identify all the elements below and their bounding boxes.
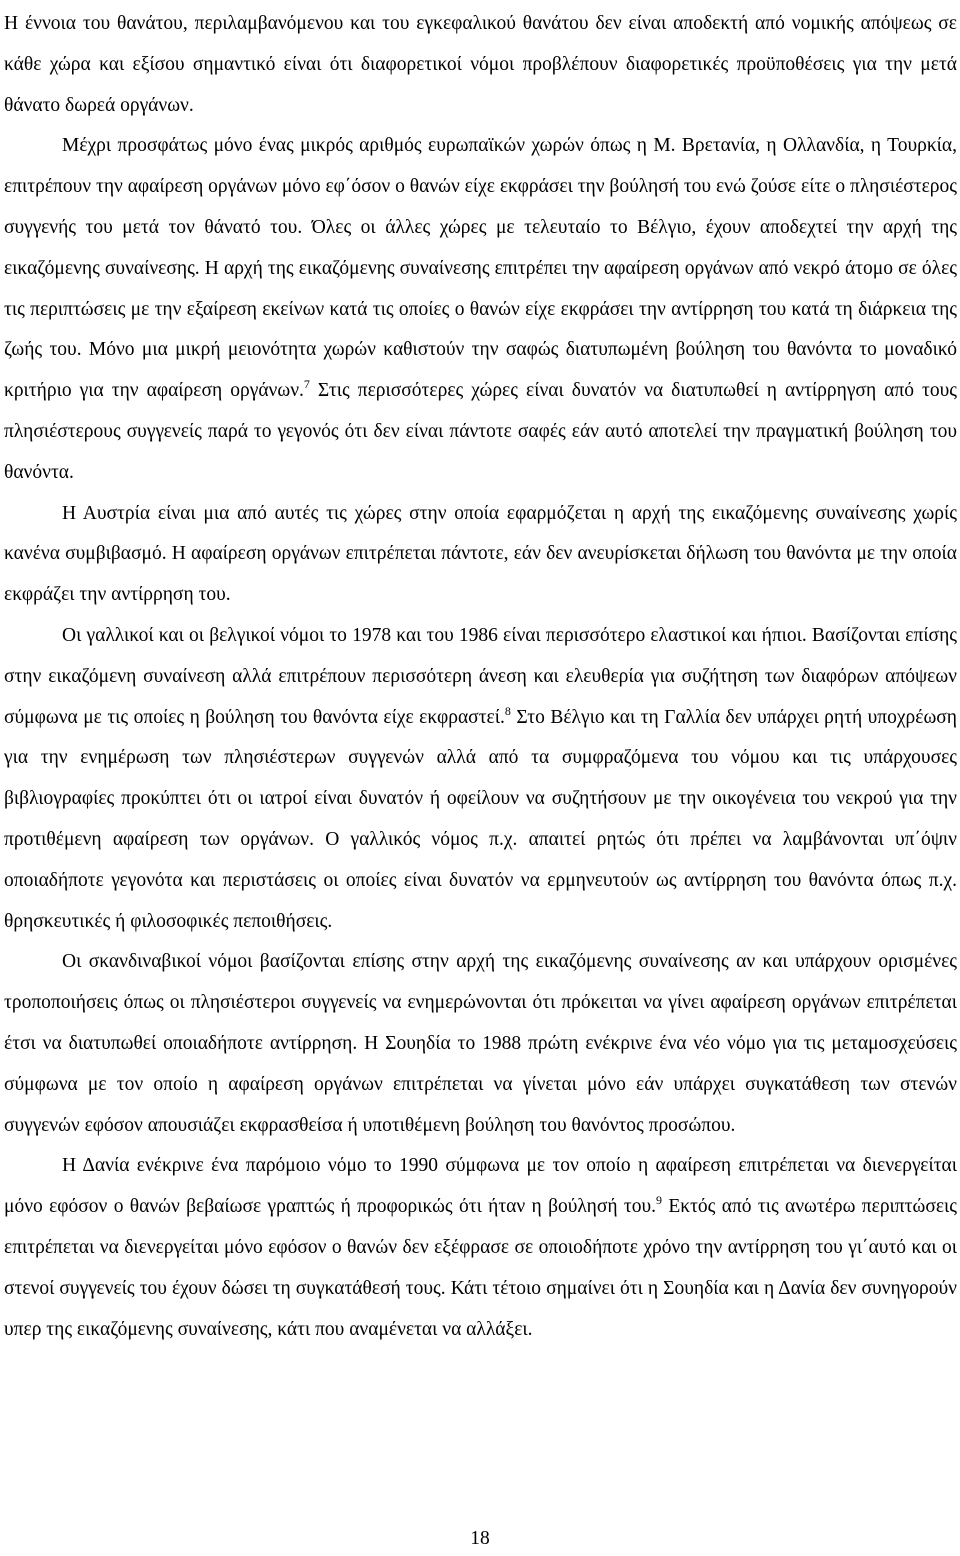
paragraph-text: Η Αυστρία είναι μια από αυτές τις χώρες στην οποία εφαρμόζεται η αρχή της εικαζόμενης συναίνεσης χωρίς κανένα συμβιβασμό. Η αφαίρεση οργάνων επιτρέπεται πάντοτε, εάν δεν ανευρίσκεται δήλωση του θανόντα με την οποία εκφράζει την αντίρρηση του. bbox=[4, 502, 957, 606]
paragraph-text: Οι σκανδιναβικοί νόμοι βασίζονται επίσης στην αρχή της εικαζόμενης συναίνεσης αν και υπάρχουν ορισμένες τροποποιήσεις όπως οι πλησιέστεροι συγγενείς να ενημερώνονται ότι πρόκειται να γίνει αφαίρεση οργάνων επιτρέπεται έτσι να διατυπωθεί οποιαδήποτε αντίρρηση. Η Σουηδία το 1988 πρώτη ενέκρινε ένα νέο νόμο για τις μεταμοσχεύσεις σύμφωνα με τον οποίο η αφαίρεση οργάνων επιτρέπεται να γίνεται μόνο εάν υπάρχει συγκατάθεση των στενών συγγενών εφόσον απουσιάζει εκφρασθείσα ή υποτιθέμενη βούληση του θανόντος προσώπου. bbox=[4, 951, 957, 1136]
paragraph-text: Η Δανία ενέκρινε ένα παρόμοιο νόμο το 1990 σύμφωνα με τον οποίο η αφαίρεση επιτρέπεται να διενεργείται μόνο εφόσον ο θανών βεβαίωσε γραπτώς ή προφορικώς ότι ήταν η βούλησή του. bbox=[4, 1155, 957, 1218]
paragraph bbox=[4, 1146, 957, 1350]
paragraph bbox=[4, 126, 957, 493]
footnote-marker: 7 bbox=[303, 377, 310, 392]
paragraph-text: Οι γαλλικοί και οι βελγικοί νόμοι το 1978 και του 1986 είναι περισσότερο ελαστικοί και ήπιοι. Βασίζονται επίσης στην εικαζόμενη συναίνεση αλλά επιτρέπουν περισσότερη άνεση και ελευθερία για συζήτηση των διαφόρων απόψεων σύμφωνα με τις οποίες η βούληση του θανόντα είχε εκφραστεί. bbox=[4, 624, 957, 728]
footnote-marker: 9 bbox=[656, 1193, 663, 1208]
paragraph-text: Μέχρι προσφάτως μόνο ένας μικρός αριθμός ευρωπαϊκών χωρών όπως η Μ. Βρετανία, η Ολλανδία, η Τουρκία, επιτρέπουν την αφαίρεση οργάνων μόνο εφ΄όσον ο θανών είχε εκφράσει την βούλησή του ενώ ζούσε είτε ο πλησιέστερος συγγενής του μετά τον θάνατό του. Όλες οι άλλες χώρες με τελευταίο το Βέλγιο, έχουν αποδεχτεί την αρχή της εικαζόμενης συναίνεσης. Η αρχή της εικαζόμενης συναίνεσης επιτρέπει την αφαίρεση οργάνων από νεκρό άτομο σε όλες τις περιπτώσεις με την εξαίρεση εκείνων κατά τις οποίες ο θανών είχε εκφράσει την αντίρρηση του κατά τη διάρκεια της ζωής του. Μόνο μια μικρή μειονότητα χωρών καθιστούν την σαφώς διατυπωμένη βούληση του θανόντα το μοναδικό κριτήριο για την αφαίρεση οργάνων. bbox=[4, 135, 957, 402]
body-text bbox=[4, 4, 957, 1350]
paragraph bbox=[4, 494, 957, 616]
paragraph-text: Η έννοια του θανάτου, περιλαμβανόμενου και του εγκεφαλικού θανάτου δεν είναι αποδεκτή από νομικής απόψεως σε κάθε χώρα και εξίσου σημαντικό είναι ότι διαφορετικοί νόμοι προβλέπουν διαφορετικές προϋποθέσεις για την μετά θάνατο δωρεά οργάνων. bbox=[4, 13, 957, 116]
page-number: 18 bbox=[470, 1528, 490, 1549]
footnote-marker: 8 bbox=[504, 703, 511, 718]
paragraph-text: Στις περισσότερες χώρες είναι δυνατόν να διατυπωθεί η αντίρρηγση από τους πλησιέστερους συγγενείς παρά το γεγονός ότι δεν είναι πάντοτε σαφές εάν αυτό αποτελεί την πραγματική βούληση του θανόντα. bbox=[4, 380, 958, 483]
paragraph-text: Στο Βέλγιο και τη Γαλλία δεν υπάρχει ρητή υποχρέωση για την ενημέρωση των πλησιέστερων συγγενών αλλά από τα συμφραζόμενα του νόμου και τις υπάρχουσες βιβλιογραφίες προκύπτει ότι οι ιατροί είναι δυνατόν ή οφείλουν να συζητήσουν με την οικογένεια του νεκρού για την προτιθέμενη αφαίρεση των οργάνων. Ο γαλλικός νόμος π.χ. απαιτεί ρητώς ότι πρέπει να λαμβάνονται υπ΄όψιν οποιαδήποτε γεγονότα και περιστάσεις οι οποίες είναι δυνατόν να ερμηνευτούν ως αντίρρηση του θανόντα όπως π.χ. θρησκευτικές ή φιλοσοφικές πεποιθήσεις. bbox=[4, 706, 957, 932]
paragraph-text: Εκτός από τις ανωτέρω περιπτώσεις επιτρέπεται να διενεργείται μόνο εφόσον ο θανών δεν εξέφρασε σε οποιοδήποτε χρόνο την αντίρρηση του γι΄αυτό και οι στενοί συγγενείς του έχουν δώσει τη συγκατάθεσή τους. Κάτι τέτοιο σημαίνει ότι η Σουηδία και η Δανία δεν συνηγορούν υπερ της εικαζόμενης συναίνεσης, κάτι που αναμένεται να αλλάξει. bbox=[4, 1196, 957, 1340]
paragraph bbox=[4, 942, 957, 1146]
paragraph bbox=[4, 4, 957, 126]
paragraph bbox=[4, 616, 957, 942]
